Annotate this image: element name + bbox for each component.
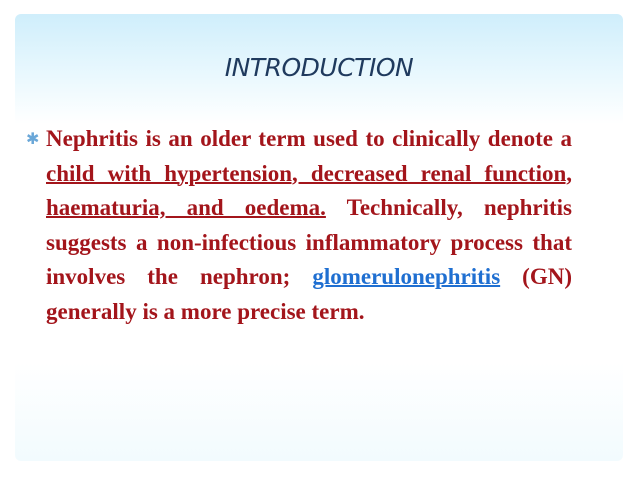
bullet-paragraph (26, 122, 572, 329)
text-segment-intro: Nephritis is an older term used to clinically denote a (46, 126, 572, 151)
text-segment-technical: Technically, nephritis suggests a non-infectious inflammatory process that involves the nephron; (46, 195, 572, 289)
paragraph-text (46, 122, 572, 329)
slide-title: INTRODUCTION (224, 53, 414, 82)
text-segment-underlined: child with hypertension, decreased renal function, haematuria, and oedema. (46, 160, 572, 220)
asterisk-bullet-icon: ✱ (26, 129, 40, 148)
text-segment-closing: (GN) generally is a more precise term. (46, 264, 573, 324)
glomerulonephritis-link[interactable]: glomerulonephritis (312, 264, 501, 289)
